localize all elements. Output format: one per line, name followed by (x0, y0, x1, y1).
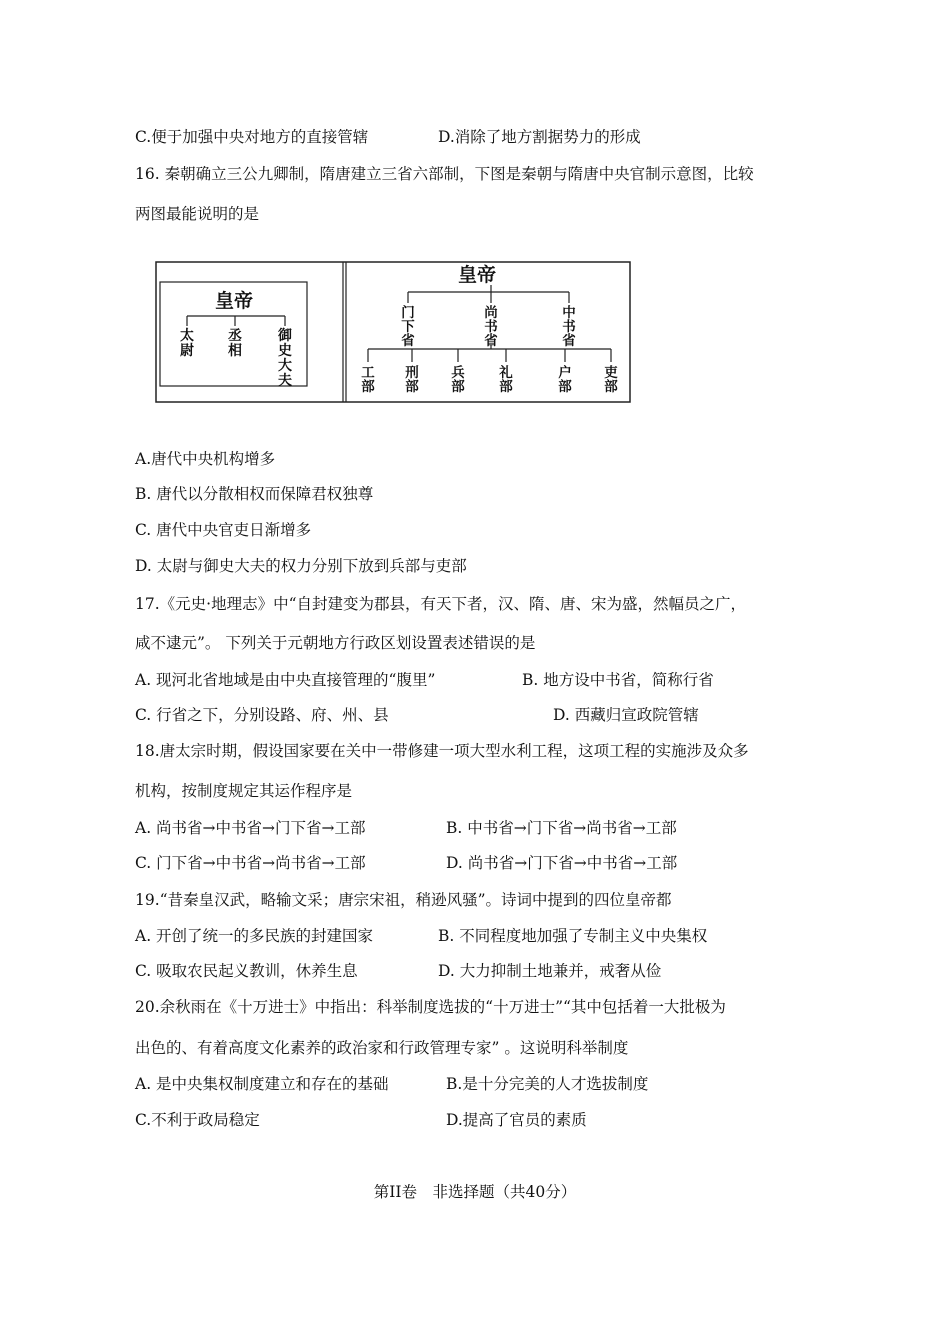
q18-option-c: C. 门下省→中书省→尚书省→工部 (135, 854, 366, 872)
svg-text:书: 书 (484, 319, 498, 335)
qin-official-3 (278, 327, 292, 389)
qin-emperor: 皇帝 (215, 290, 254, 312)
qin-official-1 (180, 327, 194, 359)
q16-stem-line1: 16. 秦朝确立三公九卿制，隋唐建立三省六部制，下图是秦朝与隋唐中央官制示意图，比较 (135, 165, 754, 183)
tang-department-2 (484, 304, 498, 349)
q17-stem-line2: 咸不逮元”。 下列关于元朝地方行政区划设置表述错误的是 (135, 634, 536, 652)
svg-text:省: 省 (484, 333, 498, 349)
tang-department-1 (401, 304, 415, 349)
svg-text:户: 户 (558, 365, 572, 381)
svg-text:省: 省 (562, 333, 576, 349)
q20-stem-line2: 出色的、有着高度文化素养的政治家和行政管理专家” 。这说明科举制度 (135, 1039, 629, 1057)
q19-stem: 19.“昔秦皇汉武，略输文采；唐宗宋祖，稍逊风骚”。诗词中提到的四位皇帝都 (135, 891, 672, 909)
svg-text:史: 史 (278, 343, 292, 359)
svg-text:礼: 礼 (499, 365, 513, 381)
svg-text:夫: 夫 (278, 373, 292, 389)
svg-text:书: 书 (562, 319, 576, 335)
q17-option-a: A. 现河北省地域是由中央直接管理的“腹里” (135, 671, 436, 689)
svg-text:部: 部 (451, 379, 465, 395)
q17-option-b: B. 地方设中书省，简称行省 (522, 671, 714, 689)
qin-official-2 (228, 328, 242, 359)
q18-stem-line1: 18.唐太宗时期，假设国家要在关中一带修建一项大型水利工程，这项工程的实施涉及众多 (135, 742, 749, 760)
q15-option-c: C.便于加强中央对地方的直接管辖 (135, 128, 369, 146)
section-ii-heading: 第II卷 非选择题（共40分） (373, 1183, 577, 1201)
svg-text:部: 部 (405, 379, 419, 395)
svg-text:刑: 刑 (405, 365, 419, 381)
tang-ministry-4 (498, 364, 513, 395)
svg-text:大: 大 (278, 358, 292, 374)
svg-text:部: 部 (361, 379, 375, 395)
q16-official-system-diagram (155, 261, 631, 403)
q18-option-a: A. 尚书省→中书省→门下省→工部 (135, 819, 366, 837)
svg-text:部: 部 (604, 379, 618, 395)
q15-option-d: D.消除了地方割据势力的形成 (438, 128, 641, 146)
svg-text:尉: 尉 (180, 343, 194, 359)
q19-option-b: B. 不同程度地加强了专制主义中央集权 (438, 927, 708, 945)
q20-option-a: A. 是中央集权制度建立和存在的基础 (135, 1075, 389, 1093)
svg-text:下: 下 (401, 319, 415, 335)
q18-stem-line2: 机构，按制度规定其运作程序是 (135, 782, 353, 800)
svg-text:尚: 尚 (484, 305, 498, 321)
q18-option-d: D. 尚书省→门下省→中书省→工部 (446, 854, 678, 872)
q16-stem-line2: 两图最能说明的是 (135, 205, 260, 223)
q18-option-b: B. 中书省→门下省→尚书省→工部 (446, 819, 677, 837)
svg-text:吏: 吏 (604, 365, 618, 381)
svg-text:御: 御 (278, 328, 292, 344)
q17-option-d: D. 西藏归宣政院管辖 (553, 706, 699, 724)
svg-text:部: 部 (558, 379, 572, 395)
q16-option-d: D. 太尉与御史大夫的权力分别下放到兵部与吏部 (135, 557, 467, 575)
svg-text:兵: 兵 (451, 365, 465, 381)
q20-option-c: C.不利于政局稳定 (135, 1111, 260, 1129)
q17-option-c: C. 行省之下，分别设路、府、州、县 (135, 706, 389, 724)
svg-text:省: 省 (401, 333, 415, 349)
q20-option-b: B.是十分完美的人才选拔制度 (446, 1075, 649, 1093)
q17-stem-line1: 17.《元史·地理志》中“自封建变为郡县，有天下者，汉、隋、唐、宋为盛，然幅员之广， (135, 595, 747, 613)
sui-tang-chart (361, 263, 618, 395)
sui-tang-emperor: 皇帝 (458, 264, 497, 286)
q20-stem-line1: 20.余秋雨在《十万进士》中指出：科举制度选拔的“十万进士”“其中包括着一大批极为 (135, 998, 726, 1016)
tang-ministry-3 (451, 364, 465, 395)
svg-text:丞: 丞 (228, 328, 242, 344)
q16-option-c: C. 唐代中央官吏日渐增多 (135, 521, 312, 539)
svg-text:太: 太 (180, 328, 194, 344)
svg-text:工: 工 (361, 365, 375, 381)
q16-option-a: A.唐代中央机构增多 (135, 450, 276, 468)
svg-text:相: 相 (228, 343, 242, 359)
q16-option-b: B. 唐代以分散相权而保障君权独尊 (135, 485, 374, 503)
tang-department-3 (562, 304, 576, 349)
tang-ministry-6 (604, 364, 618, 395)
tang-ministry-2 (405, 365, 419, 395)
q19-option-d: D. 大力抑制土地兼并，戒奢从俭 (438, 962, 662, 980)
tang-ministry-5 (558, 364, 572, 395)
q19-option-c: C. 吸取农民起义教训，休养生息 (135, 962, 358, 980)
q19-option-a: A. 开创了统一的多民族的封建国家 (135, 927, 374, 945)
svg-text:部: 部 (499, 379, 513, 395)
svg-text:中: 中 (562, 305, 576, 321)
q20-option-d: D.提高了官员的素质 (446, 1111, 587, 1129)
qin-chart (180, 289, 292, 389)
tang-ministry-1 (361, 365, 375, 395)
svg-text:门: 门 (401, 305, 415, 321)
